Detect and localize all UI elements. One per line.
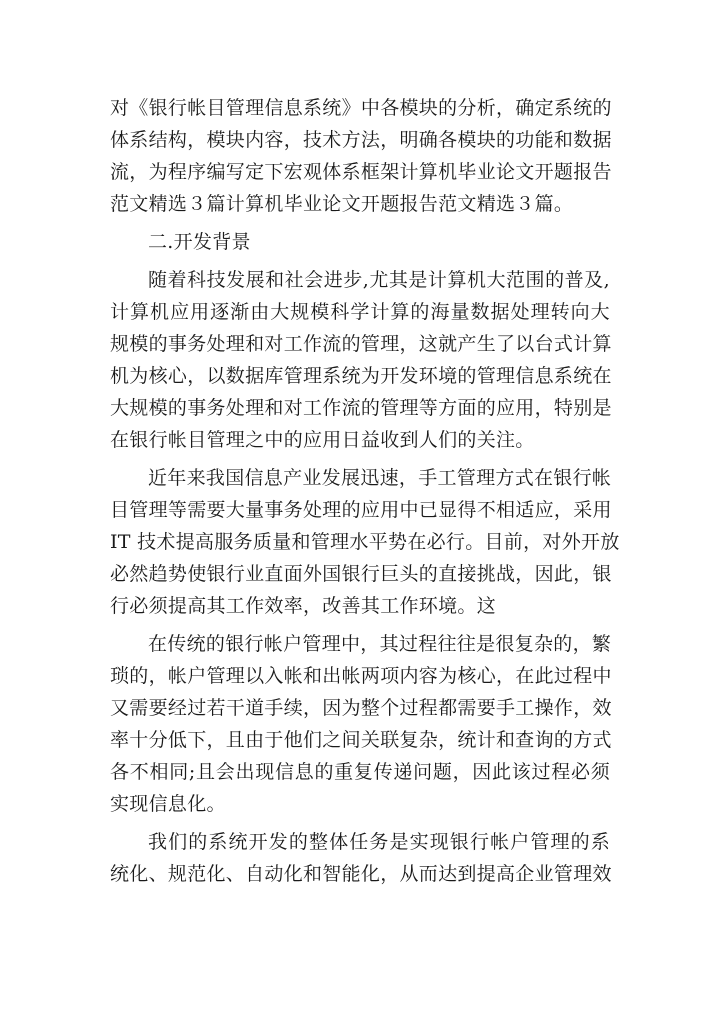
text-line: 随着科技发展和社会进步,尤其是计算机大范围的普及, [148, 269, 610, 291]
text-line: 近年来我国信息产业发展迅速，手工管理方式在银行帐 [148, 467, 612, 489]
text-line: 在银行帐目管理之中的应用日益收到人们的关注。 [110, 429, 535, 451]
text-line: 率十分低下，且由于他们之间关联复杂，统计和查询的方式 [110, 729, 612, 751]
text-line: 行必须提高其工作效率，改善其工作环境。这 [110, 595, 497, 617]
paragraph-background [110, 264, 610, 456]
paragraph-system-analysis [110, 92, 610, 220]
text-line: 体系结构，模块内容，技术方法，明确各模块的功能和数据 [110, 129, 612, 151]
text-line: 实现信息化。 [110, 793, 226, 815]
heading-text: 二.开发背景 [148, 231, 251, 253]
text-line: 机为核心，以数据库管理系统为开发环境的管理信息系统在 [110, 365, 612, 387]
text-line: 在传统的银行帐户管理中，其过程往往是很复杂的，繁 [148, 633, 612, 655]
text-line: IT 技术提高服务质量和管理水平势在必行。目前，对外开放 [110, 531, 620, 553]
text-line: 目管理等需要大量事务处理的应用中已显得不相适应，采用 [110, 499, 612, 521]
section-heading [110, 226, 610, 258]
text-line: 必然趋势使银行业直面外国银行巨头的直接挑战，因此，银 [110, 563, 612, 585]
paragraph-traditional-management [110, 628, 610, 820]
paragraph-industry [110, 462, 620, 622]
paragraph-system-goal [110, 826, 610, 890]
text-line: 琐的，帐户管理以入帐和出帐两项内容为核心，在此过程中 [110, 665, 612, 687]
text-line: 计算机应用逐渐由大规模科学计算的海量数据处理转向大 [110, 301, 610, 323]
text-line: 统化、规范化、自动化和智能化，从而达到提高企业管理效 [110, 863, 612, 885]
text-line: 大规模的事务处理和对工作流的管理等方面的应用，特别是 [110, 397, 612, 419]
text-line: 各不相同;且会出现信息的重复传递问题，因此该过程必须 [110, 761, 610, 783]
text-line: 流，为程序编写定下宏观体系框架计算机毕业论文开题报告 [110, 161, 612, 183]
text-line: 我们的系统开发的整体任务是实现银行帐户管理的系 [148, 831, 610, 853]
document-body [110, 92, 620, 890]
text-line: 规模的事务处理和对工作流的管理，这就产生了以台式计算 [110, 333, 612, 355]
text-line: 对《银行帐目管理信息系统》中各模块的分析，确定系统的 [110, 97, 612, 119]
text-line: 范文精选３篇计算机毕业论文开题报告范文精选３篇。 [110, 193, 574, 215]
text-line: 又需要经过若干道手续，因为整个过程都需要手工操作，效 [110, 697, 612, 719]
